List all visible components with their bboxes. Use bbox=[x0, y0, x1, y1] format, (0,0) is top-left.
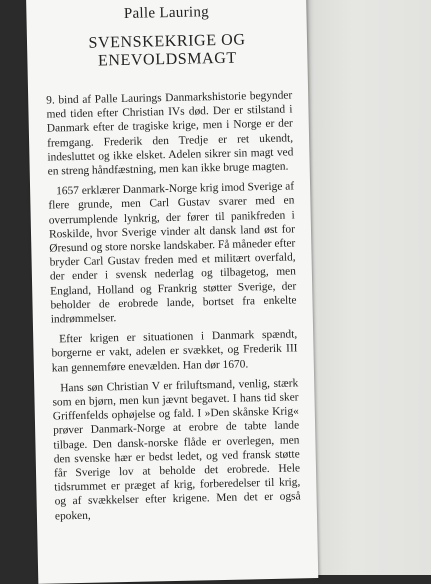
blurb-text bbox=[46, 88, 301, 529]
blurb-paragraph-1: 9. bind af Palle Laurings Danmarkshistorie begynder med tiden efter Christian IVs død. Der er stilstand i Danmark efter de tragiske krige, men i Norge er der fremgang. Frederik den Tredje er ret ukendt, indesluttet og ikke elsket. Adelen sikrer sin magt ved en streng håndfæstning, men kan ikke bruge magten. bbox=[46, 89, 294, 178]
background-surface bbox=[300, 0, 431, 575]
book-title-line-2: ENEVOLDSMAGT bbox=[97, 49, 237, 70]
book-jacket-flap bbox=[26, 0, 318, 584]
blurb-paragraph-2: 1657 erklærer Danmark-Norge krig imod Sverige af flere grunde, men Carl Gustav svarer med en overrumplende lynkrig, der fører til panikfreden i Roskilde, hvor Sverige vinder alt dansk land øst for Øresund og store norske landskaber. Få måneder efter bryder Carl Gustav freden med et militært overfald, der ender i svensk nederlag og tilbagetog, men England, Holland og Frankrig støtter Sverige, der beholder de erobrede lande, bortset fra enkelte indrømmelser. bbox=[48, 180, 297, 326]
book-title bbox=[27, 30, 308, 72]
book-title-line-1: SVENSKEKRIGE OG bbox=[88, 31, 246, 52]
author-name: Palle Lauring bbox=[123, 4, 210, 22]
blurb-paragraph-3: Efter krigen er situationen i Danmark spændt, borgerne er vakt, adelen er svækket, og Frederik III kan gennemføre enevælden. Han dør 1670. bbox=[51, 328, 298, 375]
blurb-paragraph-4: Hans søn Christian V er friluftsmand, venlig, stærk som en bjørn, men kun jævnt begavet. I hans tid sker Griffenfelds ophøjelse og fald. I »Den skånske Krig« prøver Danmark-Norge at erobre de tabte lande tilbage. Den dansk-norske flåde er overlegen, men den svenske hær er bedst ledet, og ved fransk støtte får Sverige lov at beholde det erobrede. Hele tidsrummet er præget af krig, forberedelser til krig, og af svækkelser efter krigene. Men det er også epoken, bbox=[52, 377, 301, 523]
